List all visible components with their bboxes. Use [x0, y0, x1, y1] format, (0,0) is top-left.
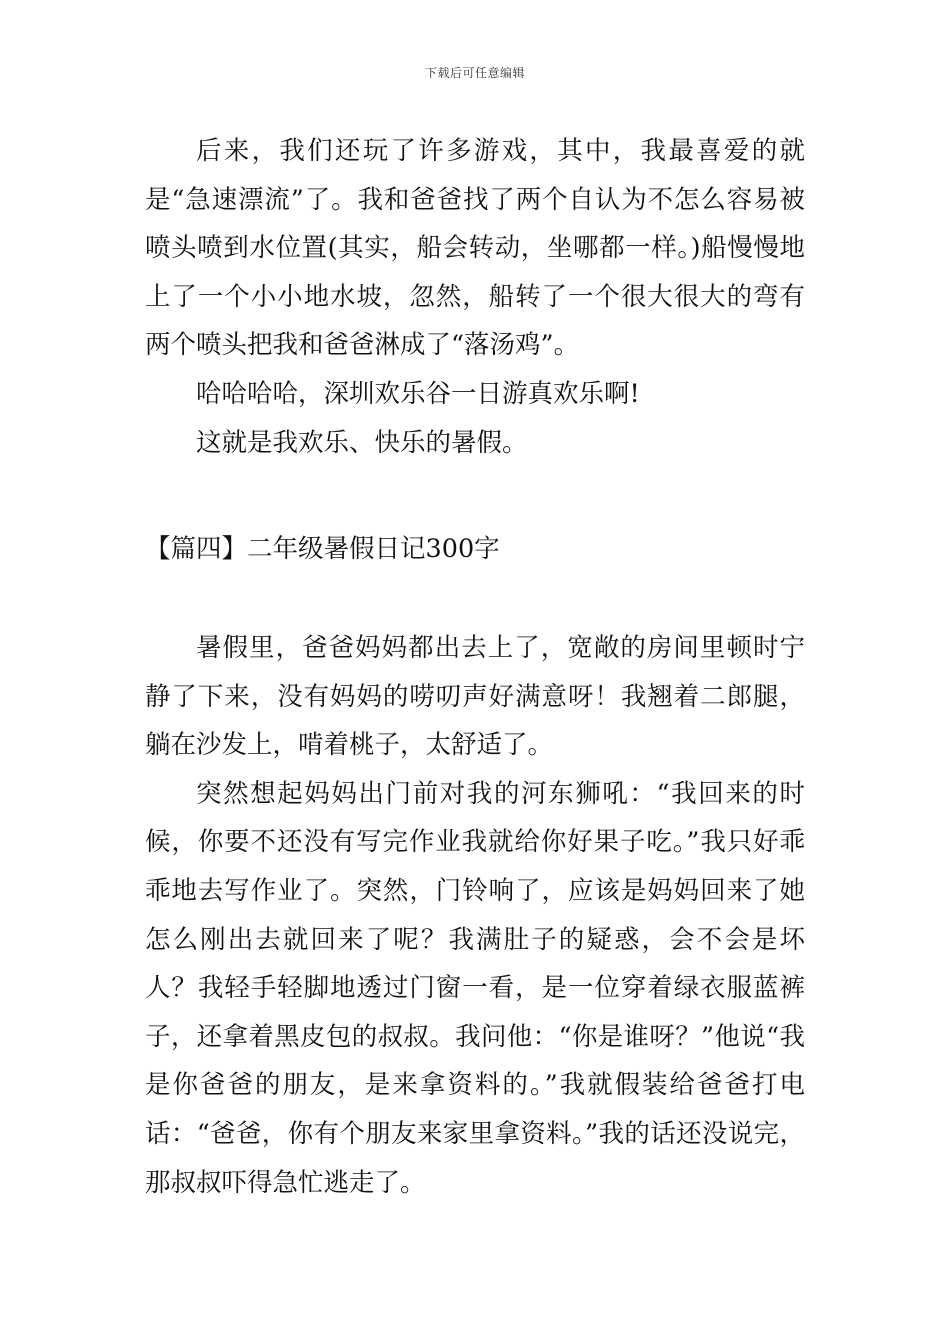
- previous-article-text: [145, 127, 805, 467]
- paragraph: 这就是我欢乐、快乐的暑假。: [196, 427, 528, 458]
- header-note: 下载后可任意编辑: [424, 66, 525, 80]
- paragraph: 暑假里，爸爸妈妈都出去上了，宽敞的房间里顿时宁静了下来，没有妈妈的唠叨声好满意呀！我翘着二郎腿，躺在沙发上，啃着桃子，太舒适了。: [145, 633, 805, 761]
- paragraph: 后来，我们还玩了许多游戏，其中，我最喜爱的就是“急速漂流”了。我和爸爸找了两个自认为不怎么容易被喷头喷到水位置(其实，船会转动，坐哪都一样。)船慢慢地上了一个小小地水坡，忽然，船转了一个很大很大的弯有两个喷头把我和爸爸淋成了“落汤鸡”。: [145, 136, 805, 361]
- section-heading: 【篇四】二年级暑假日记300字: [145, 534, 500, 564]
- paragraph: 突然想起妈妈出门前对我的河东狮吼：“我回来的时候，你要不还没有写完作业我就给你好果子吃。”我只好乖乖地去写作业了。突然，门铃响了，应该是妈妈回来了她怎么刚出去就回来了呢？我满肚子的疑惑，会不会是坏人？我轻手轻脚地透过门窗一看，是一位穿着绿衣服蓝裤子，还拿着黑皮包的叔叔。我问他：“你是谁呀？”他说“我是你爸爸的朋友，是来拿资料的。”我就假装给爸爸打电话：“爸爸，你有个朋友来家里拿资料。”我的话还没说完，那叔叔吓得急忙逃走了。: [145, 778, 805, 1198]
- paragraph: 哈哈哈哈，深圳欢乐谷一日游真欢乐啊!: [196, 378, 640, 409]
- article-text: [145, 624, 805, 1207]
